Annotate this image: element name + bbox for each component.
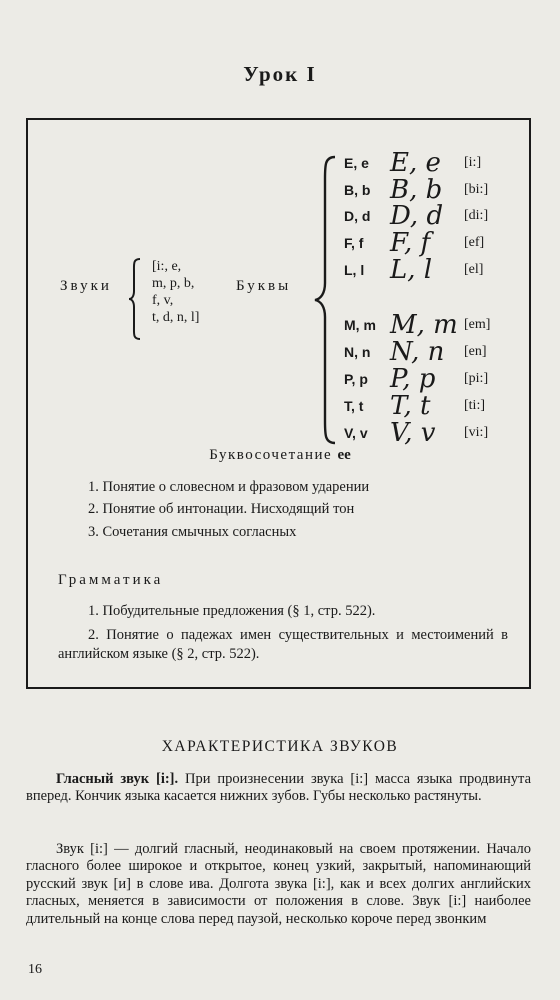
letters-label: Буквы xyxy=(236,278,292,294)
topic-item: 1. Понятие о словесном и фразовом ударении xyxy=(88,479,370,495)
letter-row-l xyxy=(344,255,524,285)
letter-row-d xyxy=(344,201,524,231)
letters-brace xyxy=(313,155,337,445)
letter-combination xyxy=(0,447,560,464)
vowel-paragraph-1 xyxy=(26,771,531,806)
vowel-description: При произнесении звука [i:] масса языка продвинута вперед. Кончик языка касается нижних зубов. Губы несколько растянуты. xyxy=(26,771,532,805)
grammar-heading: Грамматика xyxy=(58,572,164,588)
handwritten-letter: N, n xyxy=(390,337,445,367)
letter-combination-value: ee xyxy=(337,447,351,463)
letter-transcription: [bi:] xyxy=(464,182,489,197)
letter-row-m xyxy=(344,310,524,340)
topic-item: 3. Сочетания смычных согласных xyxy=(88,524,297,540)
handwritten-letter: D, d xyxy=(390,201,444,231)
vowel-title: Гласный звук [i:]. xyxy=(56,771,179,787)
letter-row-p xyxy=(344,364,524,394)
letter-pair: B, b xyxy=(344,182,371,198)
grammar-item: 1. Побудительные предложения (§ 1, стр. 522). xyxy=(88,603,376,619)
letter-combination-label: Буквосочетание xyxy=(209,447,333,463)
section-heading: ХАРАКТЕРИСТИКА ЗВУКОВ xyxy=(161,738,399,755)
letter-transcription: [i:] xyxy=(464,155,482,170)
handwritten-letter: E, e xyxy=(390,148,441,178)
letter-row-t xyxy=(344,391,524,421)
letter-transcription: [ti:] xyxy=(464,398,485,413)
handwritten-letter: F, f xyxy=(390,228,431,258)
letter-transcription: [ef] xyxy=(464,235,485,250)
letter-transcription: [vi:] xyxy=(464,425,489,440)
handwritten-letter: B, b xyxy=(390,175,443,205)
letter-pair: V, v xyxy=(344,425,368,441)
vowel-paragraph-2: Звук [i:] — долгий гласный, неодинаковый на своем протяжении. Начало гласного более широкое и открытое, конец узкий, закрытый, напоминающий русский звук [и] в слове ива. Долгота звука [i:], как и всех долгих английских гласных, меняется в зависимости от положения в слове. Звук [i:] наиболее длительный на конце слова перед паузой, несколько короче перед звонким xyxy=(26,841,531,927)
lesson-title: Урок I xyxy=(243,62,317,86)
handwritten-letter: V, v xyxy=(390,418,436,448)
letter-row-e xyxy=(344,148,524,178)
letter-pair: T, t xyxy=(344,398,364,414)
handwritten-letter: P, p xyxy=(390,364,436,394)
sounds-brace xyxy=(128,258,142,340)
sounds-line: m, p, b, xyxy=(152,276,195,291)
sounds-line: [i:, e, xyxy=(152,259,182,274)
topic-item: 2. Понятие об интонации. Нисходящий тон xyxy=(88,501,355,517)
handwritten-letter: T, t xyxy=(390,391,431,421)
sounds-list xyxy=(152,258,199,326)
sounds-line: t, d, n, l] xyxy=(152,310,200,325)
handwritten-letter: L, l xyxy=(390,255,433,285)
letter-pair: D, d xyxy=(344,208,371,224)
letter-row-v xyxy=(344,418,524,448)
letter-pair: F, f xyxy=(344,235,364,251)
letter-pair: N, n xyxy=(344,344,371,360)
letter-row-b xyxy=(344,175,524,205)
page-number: 16 xyxy=(28,962,42,977)
letter-transcription: [el] xyxy=(464,262,484,277)
grammar-item: 2. Понятие о падежах имен существительных и местоимений в английском языке (§ 2, стр. 522). xyxy=(58,627,508,662)
letter-transcription: [en] xyxy=(464,344,487,359)
sounds-label: Звуки xyxy=(60,278,112,294)
letter-row-f xyxy=(344,228,524,258)
letter-pair: L, l xyxy=(344,262,365,278)
letter-transcription: [em] xyxy=(464,317,491,332)
letter-transcription: [di:] xyxy=(464,208,489,223)
letter-pair: M, m xyxy=(344,317,376,333)
handwritten-letter: M, m xyxy=(390,310,458,340)
letter-row-n xyxy=(344,337,524,367)
sounds-line: f, v, xyxy=(152,293,174,308)
letter-pair: P, p xyxy=(344,371,368,387)
letter-transcription: [pi:] xyxy=(464,371,489,386)
letter-pair: E, e xyxy=(344,155,369,171)
